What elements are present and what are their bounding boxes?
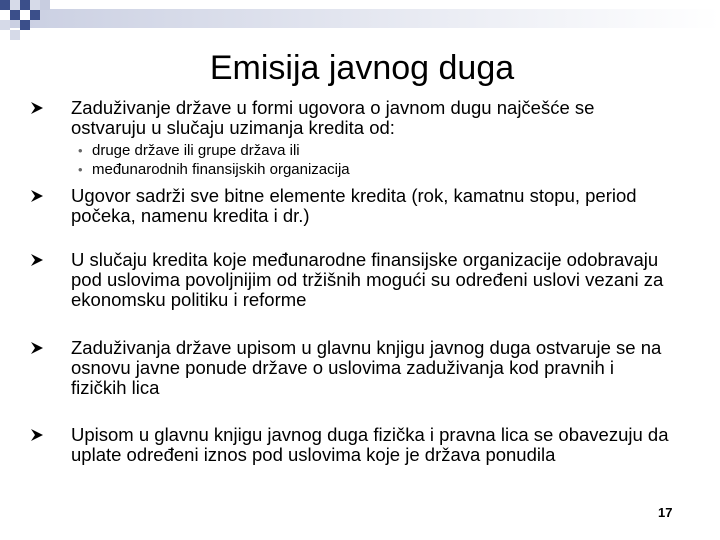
arrowhead-bullet-icon: [30, 428, 44, 442]
bullet-item: [30, 338, 670, 398]
arrowhead-bullet-icon: [30, 253, 44, 267]
dot-bullet-icon: •: [78, 143, 83, 158]
arrowhead-bullet-icon: [30, 189, 44, 203]
bullet-item: [30, 186, 670, 226]
bullet-text: Upisom u glavnu knjigu javnog duga fizička i pravna lica se obavezuju da uplate određeni iznos pod uslovima koje je država ponudila: [71, 424, 669, 465]
sub-bullet-text: međunarodnih finansijskih organizacija: [92, 161, 350, 178]
sub-bullet-text: druge države ili grupe država ili: [92, 142, 300, 159]
sub-bullet-item: [78, 161, 638, 179]
bullet-text: U slučaju kredita koje međunarodne finansijske organizacije odobravaju pod uslovima povoljnijim od tržišnih mogući su određeni uslovi vezani za ekonomsku politiku i reforme: [71, 249, 664, 310]
bullet-item: [30, 425, 670, 465]
dot-bullet-icon: •: [78, 162, 83, 177]
arrowhead-bullet-icon: [30, 101, 44, 115]
sub-bullet-item: [78, 142, 638, 160]
bullet-item: [30, 250, 670, 310]
bullet-text: Zaduživanja države upisom u glavnu knjigu javnog duga ostvaruje se na osnovu javne ponude države o uslovima zaduživanja kod pravnih i fizičkih lica: [71, 337, 662, 398]
bullet-item: [30, 98, 670, 138]
page-number: 17: [658, 505, 673, 520]
bullet-text: Zaduživanje države u formi ugovora o javnom dugu najčešće se ostvaruju u slučaju uzimanja kredita od:: [71, 97, 595, 138]
bullet-text: Ugovor sadrži sve bitne elemente kredita (rok, kamatnu stopu, period počeka, namenu kredita i dr.): [71, 185, 637, 226]
slide-title: Emisija javnog duga: [209, 49, 515, 87]
arrowhead-bullet-icon: [30, 341, 44, 355]
